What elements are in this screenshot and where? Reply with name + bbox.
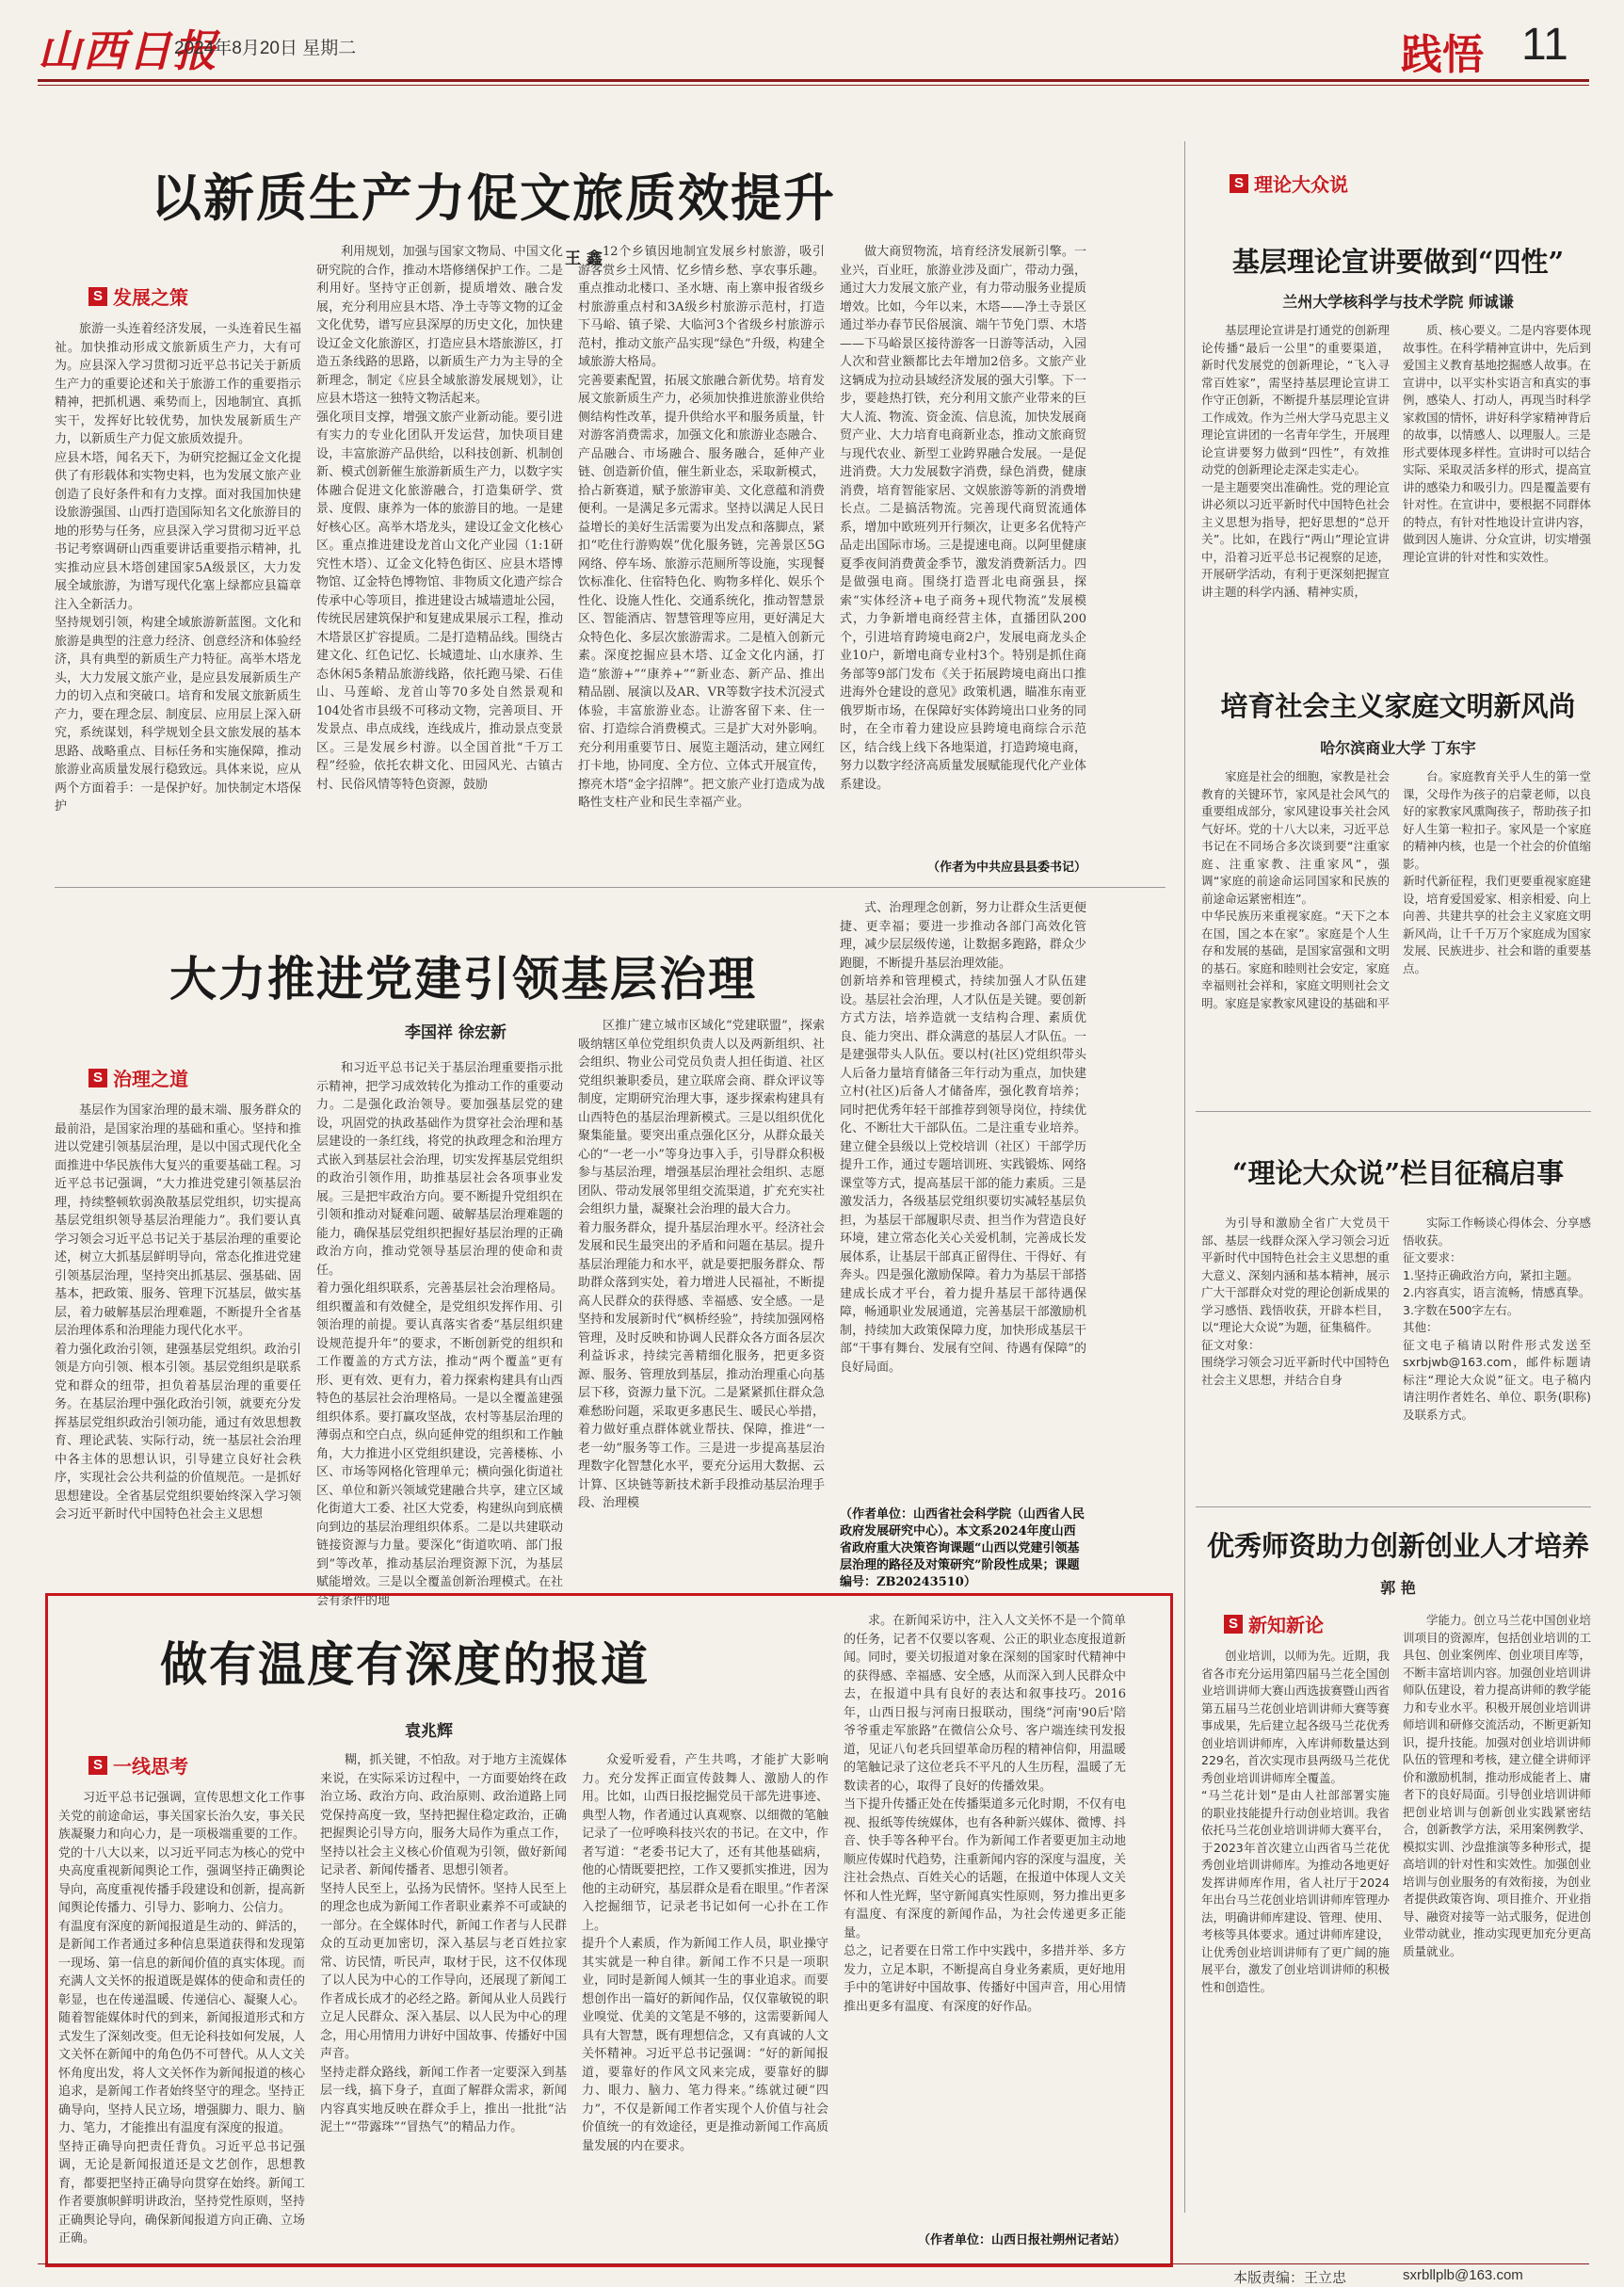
- footer-rule: [38, 2263, 1589, 2264]
- footer-email: sxrbllplb@163.com: [1403, 2267, 1523, 2283]
- sidebar4-title: 优秀师资助力创新创业人才培养: [1206, 1530, 1589, 1562]
- article3-col1: 习近平总书记强调，宣传思想文化工作事关党的前途命运，事关国家长治久安，事关民族凝聚力和向心力，是一项极端重要的工作。党的十八大以来，以习近平同志为核心的党中央高度重视新闻舆论工作，强调坚持正确舆论导向，高度重视传播手段建设和创新，提高新闻舆论传播力、引导力、影响力、公信力。 有温度有深度的新闻报道是生动的、鲜活的，是新闻工作者通过多种信息渠道获得和发现第一现场、第一信息的新闻价值的真实体现。而充满人文关怀的报道既是媒体的使命和责任的彰显，也在传递温暖、传递信心、凝聚人心。随着智能媒体时代的到来，新闻报道形式和方式发生了深刻改变。但无论科技如何发展，人文关怀在新闻中的角色仍不可替代。从人文关怀角度出发，将人文关怀作为新闻报道的核心追求，是新闻工作者始终坚守的理念。坚持正确导向，坚持人民立场，增强脚力、眼力、脑力、笔力，才能推出有温度有深度的报道。 坚持正确导向把责任背负。习近平总书记强调，无论是新闻报道还是文艺创作，思想教育，都要把坚持正确导向贯穿在始终。新闻工作者要旗帜鲜明讲政治，坚持党性原则，坚持正确舆论导向，确保新闻报道方向正确、立场正确。: [58, 1791, 305, 2246]
- article2-col1: 基层作为国家治理的最末端、服务群众的最前沿，是国家治理的基础和重心。坚持和推进以党建引领基层治理，是以中国式现代化全面推进中华民族伟大复兴的重要基础工程。习近平总书记强调，“大力推进党建引领基层治理，持续整顿软弱涣散基层党组织，切实提高基层党组织领导基层治理能力”。我们要认真学习领会习近平总书记关于基层治理的重要论述，树立大抓基层鲜明导向，常态化推进党建引领基层治理，坚持突出抓基层、强基础、固基本，把政策、服务、管理下沉基层，做实基层，着力破解基层治理难题，不断提升全省基层治理体系和治理能力现代化水平。 着力强化政治引领，建强基层党组织。政治引领是方向引领、根本引领。基层党组织是联系党和群众的纽带，担负着基层治理的重要任务。在基层治理中强化政治引领，就要充分发挥基层党组织政治引领功能，通过有效思想教育、理论武装、实际行动，统一基层社会治理中各主体的思想认识，引导建立良好社会秩序，实现社会公共利益的价值规范。一是抓好思想建设。全省基层党组织要始终深入学习领会习近平新时代中国特色社会主义思想: [55, 1103, 301, 1522]
- article3-credit: （作者单位：山西日报社朔州记者站）: [917, 2233, 1126, 2247]
- article2-col3: 区推广建立城市区域化“党建联盟”，探索吸纳辖区单位党组织负责人以及两新组织、社会组织、物业公司党员负责人担任街道、社区党组织兼职委员，建立联席会商、群众评议等制度，定期研究治理大事，逐步探索构建具有山西特色的基层治理新模式。三是以组织优化聚集能量。要突出重点强化区分，从群众最关心的“一老一小”等身边事入手，引导群众积极参与基层治理，增强基层治理社会组织、志愿团队、带动发展邻里组交流渠道，扩充充实社会组织力量，凝聚社会治理的最大合力。 着力服务群众，提升基层治理水平。经济社会发展和民生最突出的矛盾和问题在基层。提升基层治理能力和水平，就是要把服务群众、帮助群众落到实处，着力增进人民福祉，不断提高人民群众的获得感、幸福感、安全感。一是坚持和发展新时代“枫桥经验”，持续加强网格管理，及时反映和协调人民群众各方面各层次利益诉求，持续完善精细化服务，把更多资源、服务、管理放到基层，推动治理重心向基层下移，资源力量下沉。二是紧紧抓住群众急难愁盼问题，采取更多惠民生、暖民心举措，着力做好重点群体就业帮扶、保障，推进“一老一幼”服务等工作。三是进一步提高基层治理数字化智慧化水平，要充分运用大数据、云计算、区块链等新技术新手段推动基层治理手段、治理模: [578, 1019, 825, 1510]
- sidebar4-tag-label: 新知新论: [1248, 1614, 1324, 1636]
- sidebar3-col2: 实际工作畅谈心得体会、分享感悟收获。 征文要求： 1.坚持正确政治方向，紧扣主题。 2.内容真实，语言流畅，情感真挚。 3.字数在500字左右。 其他： 征文电子稿请以附件形式发送至 sxrbjwb@163.com，邮件标题请标注“理论大众说”征文。电子稿内请注明作者姓名、单位、职务(职称)及联系方式。: [1403, 1216, 1592, 1422]
- page-number: 11: [1521, 20, 1568, 70]
- sidebar4-col1: 创业培训，以师为先。近期，我省各市充分运用第四届马兰花全国创业培训讲师大赛山西选拔赛暨山西省第五届马兰花创业培训讲师大赛等赛事成果，先后建立起各级马兰花优秀创业培训讲师库，入库讲师数量达到229名，首次实现市县两级马兰花优秀创业培训讲师库全覆盖。 “马兰花计划”是由人社部部署实施的职业技能提升行动创业培训。我省依托马兰花创业培训讲师大赛平台，于2023年首次建立山西省马兰花优秀创业培训讲师库。为推动各地更好发挥讲师库作用，省人社厅于2024年出台马兰花创业培训讲师库管理办法，明确讲师库建设、管理、使用、考核等具体要求。通过讲师库建设，让优秀创业培训讲师有了更广阔的施展平台，激发了创业培训讲师的积极性和创造性。: [1201, 1649, 1391, 1994]
- article2-col4: 式、治理理念创新，努力让群众生活更便捷、更幸福；要进一步推动各部门高效化管理，减少层层级传递，让数据多跑路，群众少跑腿，不断提升基层治理效能。 创新培养和管理模式，持续加强人才队伍建设。基层社会治理，人才队伍是关键。要创新方式方法，培养造就一支结构合理、素质优良、能力突出、群众满意的基层人才队伍。一是建强带头人队伍。要以村(社区)党组织带头人后备力量培育储备三年行动为重点，加快建立村(社区)后备人才储备库，强化教育培养；同时把优秀年轻干部推荐到领导岗位，持续优化、不断壮大干部队伍。二是注重专业培养。建立健全县级以上党校培训（社区）干部学历提升工作，通过专题培训班、实践锻炼、网络课堂等方式，提高基层干部的能力素质。三是激发活力，各级基层党组织要切实减轻基层负担，为基层干部履职尽责、担当作为营造良好环境，建立常态化关心关爱机制，完善成长发展体系，让基层干部真正留得住、干得好、有奔头。四是强化激励保障。着力为基层干部搭建成长成才平台，着力提升基层干部待遇保障，畅通职业发展通道，完善基层干部激励机制，持续加大政策保障力度，加快形成基层干部“干事有舞台、发展有空间、待遇有保障”的良好局面。: [840, 901, 1086, 1375]
- article1-col3: 12个乡镇因地制宜发展乡村旅游，吸引游客赏乡土风情、忆乡情乡愁、享农事乐趣。重点推动北楼口、圣水塘、南上寨申报省级乡村旅游重点村和3A级乡村旅游示范村，打造下马峪、镇子梁、大临河3个省级乡村旅游示范村，推动文旅产品实现“绿色”升级，构建全域旅游大格局。 完善要素配置，拓展文旅融合新优势。培育发展文旅新质生产力，必须加快推进旅游业供给侧结构性改革，提升供给水平和服务质量，针对游客消费需求，加强文化和旅游业态融合、产品融合、市场融合、服务融合，延伸产业链、创造新价值，催生新业态，采取新模式，拾占新赛道，赋予旅游审美、文化意蕴和消费便利。一是满足多元需求。坚持以满足人民日益增长的美好生活需要为出发点和落脚点，紧扣“吃住行游购娱”优化服务链，完善景区5G网络、停车场、旅游示范厕所等设施，实现餐饮标准化、住宿特色化、购物多样化、娱乐个性化、设施人性化、交通系统化，推动智慧景区、智能酒店、智慧管理等应用，更好满足大众特色化、多层次旅游需求。二是植入创新元素。深度挖掘应县木塔、辽金文化内涵，打造“旅游+”“康养+”“新业态、新产品、推出精品剧、展演以及AR、VR等数字技术沉浸式体验，丰富旅游业态。让游客留下来、住一宿、打造综合消费模式。三是扩大对外影响。充分利用重要节日、展览主题活动，建立网红打卡地，协同度、全方位、立体式开展宣传，擦亮木塔“金字招牌”。把文旅产业打造成为战略性支柱产业和民生幸福产业。: [578, 245, 825, 810]
- article1-tag-label: 发展之策: [113, 286, 188, 309]
- issue-date: 2024年8月20日 星期二: [174, 39, 357, 58]
- sidebar1-tag-label: 理论大众说: [1254, 173, 1348, 196]
- sidebar1-col2: 质、核心要义。二是内容要体现故事性。在科学精神宣讲中，先后到爱国主义教育基地挖掘感人故事。在宣讲中，以平实朴实语言和真实的事例，感染人、打动人，再现当时科学家救国的情怀，讲好科学家精神背后的故事，以情感人、以理服人。三是形式要体现多样性。宣讲时可以结合实际、采取灵活多样的形式，提高宣讲的感染力和吸引力。四是覆盖要有针对性。在宣讲中，要根据不同群体的特点，有针对性地设计宣讲内容，做到因人施讲、分众宣讲，切实增强理论宣讲的针对性和实效性。: [1403, 323, 1592, 564]
- sidebar-divider: [1196, 1506, 1591, 1507]
- article2-col2: 和习近平总书记关于基层治理重要指示批示精神，把学习成效转化为推动工作的重要动力。二是强化政治领导。要加强基层党的建设，巩固党的执政基础作为贯穿社会治理和基层建设的一条红线，将党的执政理念和治理方式嵌入到基层社会治理，切实发挥基层党组织的政治引领作用，助推基层社会各项事业发展。三是把牢政治方向。要不断提升党组织在引领和推动对疑难问题、破解基层治理难题的能力，确保基层党组织把握好基层治理的正确政治方向，推动党领导基层治理的使命和责任。 着力强化组织联系，完善基层社会治理格局。组织覆盖和有效健全，是党组织发挥作用、引领治理的前提。要认真落实省委“基层组织建设规范提升年”的要求，不断创新党的组织和工作覆盖的方式方法，推动“两个覆盖”更有形、更有效、更有力，着力探索构建具有山西特色的基层社会治理格局。一是以全覆盖建强组织体系。要打赢攻坚战，农村等基层治理的薄弱点和空白点，纵向延伸党的组织和工作触角，大力推进小区党组织建设，完善楼栋、小区、市场等网格化管理单元；横向强化街道社区、单位和新兴领域党建融合共享，建立区域化街道大工委、社区大党委，构建纵向到底横向到边的基层治理组织体系。二是以共建联动链接资源与力量。要深化“街道吹哨、部门报到”等改革，推动基层治理资源下沉，为基层赋能增效。三是以全覆盖创新治理模式。在社会有条件的地: [316, 1061, 563, 1608]
- article1-author: 王 鑫: [565, 250, 603, 268]
- section-s-icon: S: [1224, 1615, 1243, 1634]
- article3-title: 做有温度有深度的报道: [160, 1636, 650, 1692]
- section-s-icon: S: [88, 287, 107, 306]
- article1-tag: [88, 282, 188, 310]
- sidebar4-col2: 学能力。创立马兰花中国创业培训项目的资源库，包括创业培训的工具包、创业案例库、创业项目库等，不断丰富培训内容。加强创业培训讲师队伍建设，着力提高讲师的教学能力和专业水平。积极开展创业培训讲师培训和研修交流活动，不断更新知识，提升技能。加强对创业培训讲师队伍的管理和考核，建立健全讲师评价和激励机制，推动形成能者上、庸者下的良好局面。引导创业培训讲师把创业培训与创新创业实践紧密结合，创新教学方法，采用案例教学、模拟实训、沙盘推演等多种形式，提高培训的针对性和实效性。加强创业培训与创业服务的有效衔接，为创业者提供政策咨询、项目推介、开业指导、融资对接等一站式服务，促进创业带动就业，推动实现更加充分更高质量就业。: [1403, 1613, 1592, 1958]
- sidebar3-title: “理论大众说”栏目征稿启事: [1231, 1157, 1565, 1189]
- section-s-icon: S: [88, 1756, 107, 1775]
- article2-tag: [88, 1064, 188, 1091]
- article3-col3: 众爱听爱看，产生共鸣，才能扩大影响力。充分发挥正面宣传鼓舞人、激励人的作用。比如，山西日报挖掘党员干部先进事迹、典型人物，作者通过认真观察、以细微的笔触记录了一位呼唤科技兴农的书记。在文中，作者写道：“老委书记大了，还有其他基础病，他的心情既要把控，工作又要抓实推进，因为他的主动研究，基层群众是看在眼里。”作者深入挖掘细节，记录老书记如何一心扑在工作上。 提升个人素质，作为新闻工作人员，职业操守其实就是一种自律。新闻工作不只是一项职业，同时是新闻人倾其一生的事业追求。而要想创作出一篇好的新闻作品，仅仅靠敏锐的职业嗅觉、优美的文笔是不够的，这需要新闻人具有大智慧，既有理想信念，又有真诚的人文关怀精神。习近平总书记强调：“好的新闻报道，要靠好的作风文风来完成，要靠好的脚力、眼力、脑力、笔力得来。”练就过硬“四力”，不仅是新闻工作者实现个人价值与社会价值统一的有效途径，更是推动新闻工作高质量发展的内在要求。: [582, 1753, 828, 2153]
- sidebar1-author: 兰州大学核科学与技术学院 师诚谦: [1282, 293, 1514, 311]
- sidebar3-col1: 为引导和激励全省广大党员干部、基层一线群众深入学习领会习近平新时代中国特色社会主义思想的重大意义、深刻内涵和基本精神，展示广大干部群众对党的理论创新成果的学习感悟、践悟收获，开辟本栏目，以“理论大众说”为题，征集稿件。 征文对象： 围绕学习领会习近平新时代中国特色社会主义思想，并结合自身: [1201, 1216, 1391, 1387]
- article3-author: 袁兆辉: [405, 1722, 453, 1741]
- article3-col4: 求。在新闻采访中，注入人文关怀不是一个简单的任务，记者不仅要以客观、公正的职业态度报道新闻。同时，要关切报道对象在深刻的国家时代精神中的获得感、幸福感、安全感，从而深入到人民群众中去，在报道中具有良好的表达和叙事技巧。2016年，山西日报与河南日报联动，围绕“河南'90后'陪爷爷重走军旅路”在微信公众号、客户端连续刊发报道，见证八旬老兵回望革命历程的精神信仰，用温暖的笔触记录了这位老兵不平凡的人生历程，温暖了无数读者的心，取得了良好的传播效果。 当下提升传播正处在传播渠道多元化时期，不仅有电视、报纸等传统媒体，也有各种新兴媒体、微博、抖音、快手等各种平台。作为新闻工作者要更加主动地顺应传媒时代趋势，注重新闻内容的深度与温度，关注社会热点、百姓关心的话题，在报道中体现人文关怀和人性光辉，坚守新闻真实性原则，努力推出更多有温度、有深度的新闻作品，为社会传递更多正能量。 总之，记者要在日常工作中实践中，多措并举、多方发力，立足本职，不断提高自身业务素质，更好地用手中的笔讲好中国故事、传播好中国声音，用心用情推出更多有温度、有深度的好作品。: [844, 1614, 1126, 2014]
- article1-col2: 利用规划，加强与国家文物局、中国文化研究院的合作，推动木塔修缮保护工作。二是利用好。坚持守正创新，提质增效、融合发展，充分利用应县木塔、净土寺等文物的辽金文化优势，谱写应县深厚的历史文化，加快建设辽金文化旅游区，打造应县木塔旅游区，打造五条线路的思路，以新质生产力为主导的全新理念，制定《应县全域旅游发展规划》，让应县木塔这一独特文物活起来。 强化项目支撑，增强文旅产业新动能。要引进有实力的专业化团队开发运营，加快项目建设，丰富旅游产品供给，以科技创新、机制创新、模式创新催生旅游新质生产力，以数字实体融合促进文化旅游融合，打造集研学、赏景、度假、康养为一体的旅游目的地。一是建好核心区。高举木塔龙头，建设辽金文化核心区。重点推进建设龙首山文化产业园（1:1研究性木塔）、辽金文化特色街区、应县木塔博物馆、辽金特色博物馆、非物质文化遗产综合传承中心等项目，推进建设古城墙遗址公园，传统民居建筑保护和复建成果展示工程，推动木塔景区扩容提质。二是打造精品线。围绕古建文化、红色记忆、长城遗址、山水康养、生态休闲5条精品旅游线路，依托跑马梁、石佳山、马莲峪、龙首山等70多处自然景观和104处省市县级不可移动文物，完善项目、开发景点、串点成线，连线成片，推动景点变景区。三是发展乡村游。以全国首批“千万工程”经验，依托农耕文化、田园风光、古镇古村、民俗风情等特色资源，鼓励: [316, 245, 563, 792]
- sidebar2-author: 哈尔滨商业大学 丁东宇: [1320, 739, 1476, 757]
- sidebar-divider: [1196, 1111, 1591, 1112]
- article3-col2: 糊，抓关键，不怕敌。对于地方主流媒体来说，在实际采访过程中，一方面要始终在政治立场、政治方向、政治原则、政治道路上同党保持高度一致，坚持把握住稳定政治，正确把握舆论引导方向，服务大局作为重点工作，坚持以社会主义核心价值观为引领，做好新闻记录者、新闻传播者、思想引领者。 坚持人民至上，弘扬为民情怀。坚持人民至上的理念也成为新闻工作者职业素养不可或缺的一部分。在全媒体时代，新闻工作者与人民群众的互动更加密切，深入基层与老百姓拉家常、访民情，听民声，取材于民，这不仅体现了以人民为中心的工作导向，还展现了新闻工作者成长成才的必经之路。新闻从业人员践行立足人民群众、深入基层、以人民为中心的理念，用心用情用力讲好中国故事、传播好中国声音。 坚持走群众路线，新闻工作者一定要深入到基层一线，搞下身子，直面了解群众需求，新闻内容真实地反映在群众手上，推出一批批“沾泥土”“带露珠”“冒热气”的精品力作。: [320, 1753, 567, 2134]
- section-name: 践悟: [1401, 31, 1484, 79]
- sidebar4-author: 郭 艳: [1380, 1579, 1416, 1597]
- sidebar2-title: 培育社会主义家庭文明新风尚: [1220, 690, 1576, 722]
- sidebar1-title: 基层理论宣讲要做到“四性”: [1231, 246, 1565, 278]
- article-divider: [55, 887, 1166, 888]
- article1-col1: 旅游一头连着经济发展，一头连着民生福祉。加快推动形成文旅新质生产力，大有可为。应县深入学习贯彻习近平总书记关于新质生产力的重要论述和关于旅游工作的重要指示精神，把抓机遇、乘势而上，因地制宜、真抓实干，发挥好比较优势，加快发展新质生产力，以新质生产力促文旅质效提升。 应县木塔，闻名天下，为研究挖掘辽金文化提供了有形载体和实物史料，也为发展文旅产业创造了良好条件和有力支撑。面对我国加快建设旅游强国、山西打造国际知名文化旅游目的地的形势与任务，应县深入学习贯彻习近平总书记考察调研山西重要讲话重要指示精神，扎实推动应县木塔创建国家5A级景区，大力发展全域旅游，为谱写现代化塞上绿都应县篇章注入全新活力。 坚持规划引领，构建全域旅游新蓝图。文化和旅游是典型的注意力经济、创意经济和体验经济，具有典型的新质生产力特征。高举木塔龙头，大力发展文旅产业，是应县发展新质生产力的切入点和突破口。培育和发展文旅新质生产力，要在理念层、制度层、应用层上深入研究，系统谋划，科学规划全县文旅发展的基本思路、战略重点、目标任务和实施保障，推动旅游业高质量发展行稳致远。具体来说，应从两个方面着手：一是保护好。加快制定木塔保护: [55, 322, 301, 813]
- section-s-icon: S: [1230, 174, 1248, 193]
- footer-editor: 本版责编：王立忠: [1233, 2270, 1347, 2286]
- article2-credit: （作者单位：山西省社会科学院（山西省人民政府发展研究中心）。本文系2024年度山西省政府重大决策咨询课题“山西以党建引领基层治理的路径及对策研究”阶段性成果；课题编号：ZB20243510）: [840, 1507, 1085, 1589]
- newspaper-logo: 山西日报: [38, 25, 218, 76]
- article3-tag-label: 一线思考: [113, 1755, 188, 1778]
- column-divider: [1184, 141, 1185, 2213]
- sidebar4-tag: [1224, 1610, 1324, 1637]
- article1-title: 以新质生产力促文旅质效提升: [151, 168, 836, 228]
- sidebar2-col2: 台。家庭教育关乎人生的第一堂课，父母作为孩子的启蒙老师，以良好的家教家风熏陶孩子，帮助孩子扣好人生第一粒扣子。家风是一个家庭的精神内核，也是一个社会的价值缩影。 新时代新征程，我们更要重视家庭建设，培育爱国爱家、相亲相爱、向上向善、共建共享的社会主义家庭文明新风尚，让千千万万个家庭成为国家发展、民族进步、社会和谐的重要基点。: [1403, 769, 1592, 975]
- article3-tag: [88, 1751, 188, 1779]
- article1-col4: 做大商贸物流，培育经济发展新引擎。一业兴，百业旺，旅游业涉及面广，带动力强，通过大力发展文旅产业，有力带动服务业提质增效。比如，今年以来，木塔——净土寺景区通过举办春节民俗展演、端午节免门票、木塔——下马峪景区接待游客一日游等活动，入园人次和营业额都比去年增加2倍多。文旅产业这辆成为拉动县域经济发展的强大引擎。下一步，要趁热打铁，充分利用文旅产业带来的巨大人流、物流、资金流、信息流，加快发展商贸产业、大力培育电商新业态，推动文旅商贸与现代农业、新型工业跨界融合发展。一是促进消费。大力发展数字消费，绿色消费，健康消费，培育智能家居、文娱旅游等新的消费增长点。二是搞活物流。完善现代商贸流通体系，增加中欧班列开行频次，让更多名优特产品走出国际市场。三是提速电商。以阿里健康夏季夜间消费黄金季节，激发消费新活力。四是做强电商。围绕打造晋北电商强县，探索“实体经济+电子商务+现代物流”发展模式，力争新增电商经营主体，直播团队200个，引进培育跨境电商2户，发展电商龙头企业10户，新增电商专业村3个。特别是抓住商务部等9部门发布《关于拓展跨境电商出口推进海外仓建设的意见》政策机遇，瞄准东南亚俄罗斯市场，在保障好实体跨境出口业务的同时，在全市着力建设应县跨境电商综合示范区，结合线上线下各地渠道，打造跨境电商，努力以数字经济高质量发展赋能现代化产业体系建设。: [840, 245, 1086, 792]
- article1-credit: （作者为中共应县县委书记）: [926, 861, 1086, 875]
- sidebar1-col1: 基层理论宣讲是打通党的创新理论传播“最后一公里”的重要渠道，新时代发展党的创新理论，“飞入寻常百姓家”，需坚持基层理论宣讲工作守正创新，不断提升基层理论宣讲工作成效。作为兰州大学马克思主义理论宣讲团的一名青年学生，开展理论宣讲要努力做到“四性”，有效推动党的创新理论走深走实走心。 一是主题要突出准确性。党的理论宣讲必须以习近平新时代中国特色社会主义思想为指导，把好思想的“总开关”。比如，在践行“两山”理论宣讲中，沿着习近平总书记视察的足迹，开展研学活动，有利于更深刻把握宣讲主题的科学内涵、精神实质，: [1201, 323, 1391, 599]
- section-s-icon: S: [88, 1069, 107, 1087]
- masthead-rule-thin: [38, 85, 1589, 86]
- masthead-rule: [38, 79, 1589, 82]
- article2-tag-label: 治理之道: [113, 1068, 188, 1090]
- article2-author: 李国祥 徐宏新: [405, 1023, 506, 1042]
- article2-title: 大力推进党建引领基层治理: [169, 951, 757, 1007]
- sidebar2-col1: 家庭是社会的细胞，家教是社会教育的关键环节，家风是社会风气的重要组成部分，家风建设事关社会风气好坏。党的十八大以来，习近平总书记在不同场合多次谈到要“注重家庭、注重家教、注重家风”，强调“家庭的前途命运同国家和民族的前途命运紧密相连”。 中华民族历来重视家庭。“天下之本在国，国之本在家”。家庭是个人生存和发展的基础，是国家富强和文明的基石。家庭和睦则社会安定，家庭幸福则社会祥和，家庭文明则社会文明。家庭是家教家风建设的基础和平: [1201, 769, 1391, 1010]
- sidebar1-tag: [1230, 169, 1348, 197]
